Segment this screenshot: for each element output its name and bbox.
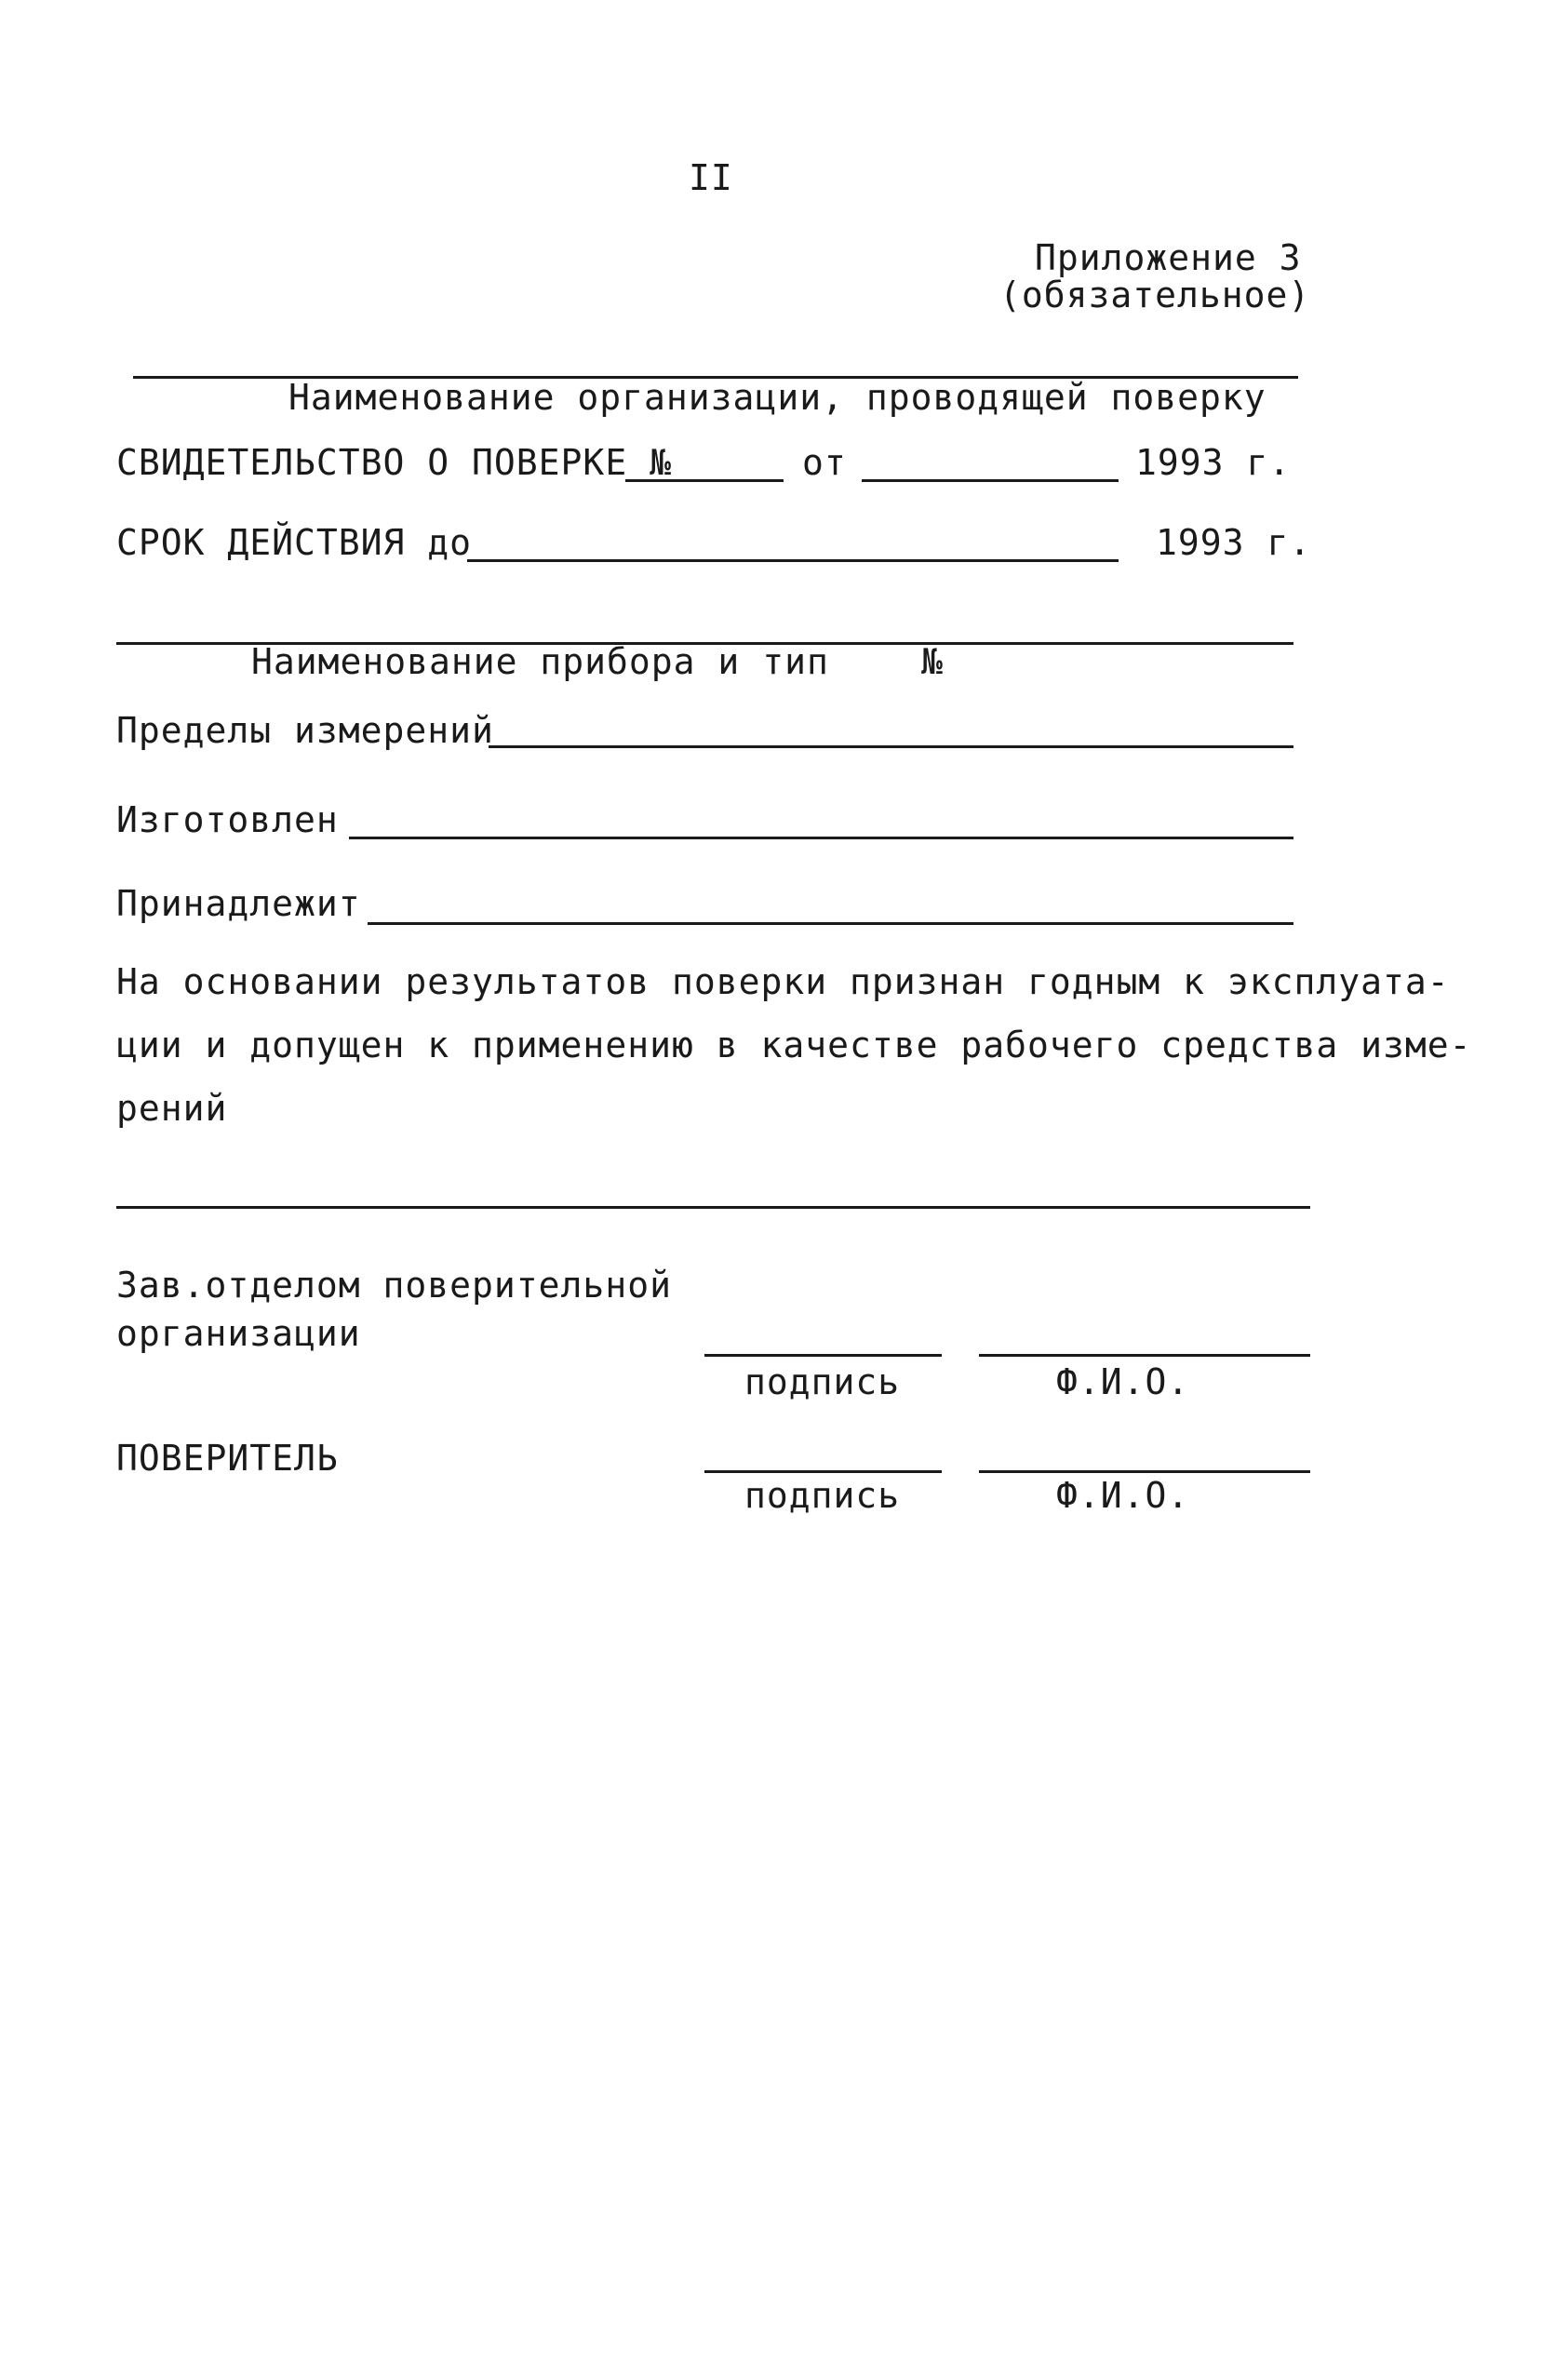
appendix-title: Приложение 3 (1035, 237, 1302, 278)
organization-caption: Наименование организации, проводящей поверку (288, 377, 1266, 418)
belongs-field[interactable] (368, 922, 1293, 925)
certificate-date-field[interactable] (862, 479, 1119, 482)
separator-line[interactable] (116, 1206, 1310, 1209)
validity-label: СРОК ДЕЙСТВИЯ до (116, 522, 473, 563)
validity-year: 1993 г. (1156, 522, 1312, 563)
conclusion-line-3: рений (116, 1088, 228, 1129)
appendix-subtitle: (обязательное) (999, 275, 1311, 315)
belongs-label: Принадлежит (116, 883, 361, 924)
head-title-line-2: организации (116, 1313, 361, 1354)
manufactured-field[interactable] (349, 837, 1293, 839)
page-number: II (689, 157, 733, 198)
conclusion-line-1: На основании результатов поверки признан годным к эксплуата- (116, 961, 1450, 1002)
limits-field[interactable] (489, 745, 1293, 748)
device-caption: Наименование прибора и тип (251, 641, 829, 682)
certificate-from-label: от (802, 442, 847, 483)
verifier-label: ПОВЕРИТЕЛЬ (116, 1438, 339, 1479)
verifier-signature-caption: подпись (744, 1475, 901, 1516)
certificate-number-field[interactable] (625, 479, 784, 482)
head-signature-caption: подпись (744, 1361, 901, 1402)
validity-date-field[interactable] (467, 559, 1119, 562)
verifier-name-caption: Ф.И.О. (1056, 1475, 1190, 1516)
head-name-caption: Ф.И.О. (1056, 1361, 1190, 1402)
manufactured-label: Изготовлен (116, 799, 339, 840)
limits-label: Пределы измерений (116, 710, 494, 751)
head-name-field[interactable] (979, 1354, 1310, 1357)
verifier-name-field[interactable] (979, 1470, 1310, 1473)
device-number-sign: № (921, 641, 944, 682)
verifier-signature-field[interactable] (704, 1470, 942, 1473)
head-title-line-1: Зав.отделом поверительной (116, 1265, 672, 1306)
certificate-label: СВИДЕТЕЛЬСТВО О ПОВЕРКЕ № (116, 442, 672, 483)
conclusion-line-2: ции и допущен к применению в качестве рабочего средства изме- (116, 1025, 1472, 1065)
certificate-year: 1993 г. (1135, 442, 1292, 483)
head-signature-field[interactable] (704, 1354, 942, 1357)
